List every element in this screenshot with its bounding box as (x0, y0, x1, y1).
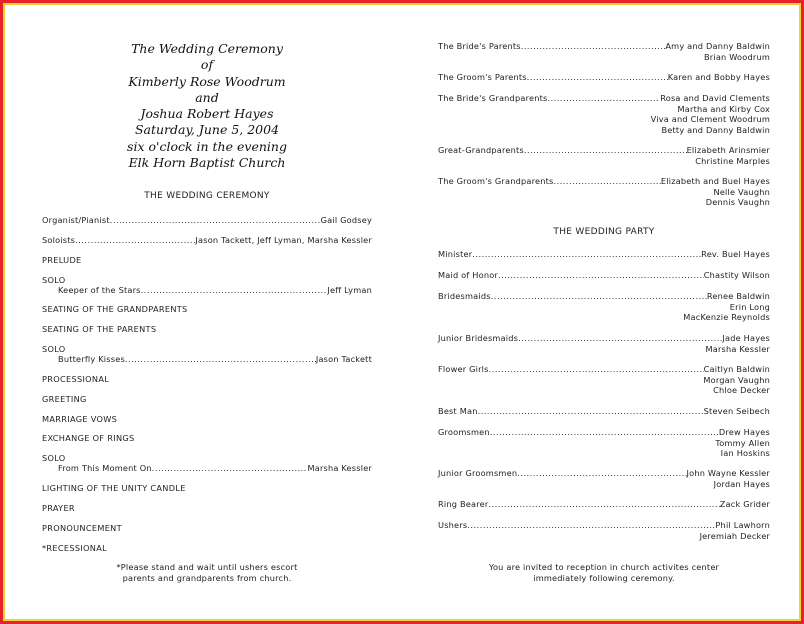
program-sheet (5, 5, 799, 619)
row-label: Bridesmaids (438, 291, 491, 301)
row-value: Phil Lawhorn (715, 520, 770, 530)
row-value: Karen and Bobby Hayes (667, 72, 770, 82)
leader-dots (547, 93, 660, 104)
song-title: Keeper of the Stars (58, 285, 141, 295)
row-value: John Wayne Kessler (686, 468, 770, 478)
row-continuation: Martha and Kirby Cox (677, 103, 770, 114)
row-continuation: Brian Woodrum (703, 51, 770, 62)
row-value: Rev. Buel Hayes (701, 249, 770, 259)
program-step-seating-parents: SEATING OF THE PARENTS (42, 324, 157, 334)
row-value: Elizabeth and Buel Hayes (660, 176, 770, 186)
leader-dots (518, 333, 722, 344)
leader-dots (141, 285, 328, 296)
title-line: and (195, 89, 219, 105)
program-step-unity-candle: LIGHTING OF THE UNITY CANDLE (42, 483, 186, 493)
program-row-soloists (42, 235, 372, 246)
program-step-solo: SOLO (42, 344, 66, 354)
note-line: You are invited to reception in church activites center (488, 562, 720, 572)
row-continuation: Ian Hoskins (720, 448, 770, 458)
leader-dots (521, 41, 666, 52)
program-row-solo-1 (42, 285, 372, 296)
party-row-maid-of-honor (438, 270, 770, 281)
family-row-great-grandparents (438, 145, 770, 166)
title-line: of (200, 57, 214, 73)
row-value: Caitlyn Baldwin (703, 364, 770, 374)
party-row-junior-bridesmaids (438, 333, 770, 354)
row-value: Amy and Danny Baldwin (665, 41, 770, 51)
reception-note (438, 562, 770, 583)
row-label: Organist/Pianist (42, 215, 110, 225)
row-label: Flower Girls (438, 364, 489, 374)
row-label: Ushers (438, 520, 468, 530)
leader-dots (527, 72, 668, 83)
row-value: Jeff Lyman (327, 285, 372, 295)
leader-dots (490, 427, 719, 438)
leader-dots (125, 354, 316, 365)
row-continuation: MacKenzie Reynolds (683, 312, 770, 322)
song-title: Butterfly Kisses (58, 354, 125, 364)
row-label: Maid of Honor (438, 270, 498, 280)
party-row-minister (438, 249, 770, 260)
row-label: Soloists (42, 235, 76, 245)
row-value: Drew Hayes (718, 427, 770, 437)
row-continuation: Jeremiah Decker (699, 530, 770, 541)
ceremony-heading: THE WEDDING CEREMONY (144, 191, 270, 201)
program-row-solo-2 (42, 354, 372, 365)
program-step-vows: MARRIAGE VOWS (42, 414, 118, 424)
program-row-solo-3 (42, 463, 372, 474)
party-row-ring-bearer (438, 499, 770, 510)
leader-dots (152, 463, 308, 474)
row-label: Ring Bearer (438, 499, 489, 509)
note-line: immediately following ceremony. (533, 572, 675, 583)
row-continuation: Tommy Allen (715, 437, 770, 448)
row-continuation: Chloe Decker (713, 385, 770, 395)
program-step-prelude: PRELUDE (42, 255, 82, 265)
row-value: Jason Tackett (315, 354, 372, 364)
row-continuation: Dennis Vaughn (705, 197, 770, 207)
family-row-grooms-grandparents (438, 176, 770, 208)
row-value: Steven Seibech (703, 406, 770, 416)
leader-dots (554, 176, 661, 187)
family-row-brides-grandparents (438, 93, 770, 135)
leader-dots (478, 406, 704, 417)
family-row-grooms-parents (438, 72, 770, 83)
row-continuation: Betty and Danny Baldwin (661, 124, 770, 135)
row-label: The Groom's Parents (438, 72, 527, 82)
row-label: The Bride's Grandparents (438, 93, 548, 103)
row-value: Jason Tackett, Jeff Lyman, Marsha Kessler (195, 235, 372, 245)
row-value: Renee Baldwin (706, 291, 770, 301)
program-step-solo: SOLO (42, 453, 66, 463)
row-value: Chastity Wilson (703, 270, 770, 280)
program-step-prayer: PRAYER (42, 503, 75, 513)
leader-dots (488, 499, 719, 510)
row-value: Rosa and David Clements (660, 93, 770, 103)
party-row-flower-girls (438, 364, 770, 396)
song-title: From This Moment On (58, 463, 152, 473)
row-continuation: Erin Long (729, 301, 770, 312)
leader-dots (517, 468, 686, 479)
wedding-venue: Elk Horn Baptist Church (128, 155, 286, 171)
family-row-brides-parents (438, 41, 770, 62)
program-row-organist (42, 215, 372, 226)
party-row-groomsmen (438, 427, 770, 459)
party-row-best-man (438, 406, 770, 417)
row-continuation: Viva and Clement Woodrum (650, 114, 770, 124)
program-step-rings: EXCHANGE OF RINGS (42, 433, 135, 443)
wedding-date: Saturday, June 5, 2004 (134, 122, 280, 138)
note-line: *Please stand and wait until ushers escort (116, 562, 298, 572)
title-block (42, 41, 372, 171)
leader-dots (110, 215, 321, 226)
row-value: Marsha Kessler (307, 463, 372, 473)
row-value: Gail Godsey (320, 215, 372, 225)
seating-note (42, 562, 372, 583)
note-line: parents and grandparents from church. (122, 572, 292, 583)
leader-dots (75, 235, 195, 246)
leader-dots (524, 145, 687, 156)
program-step-greeting: GREETING (42, 394, 87, 404)
row-label: Best Man (438, 406, 478, 416)
row-label: The Bride's Parents (438, 41, 521, 51)
program-step-recessional: *RECESSIONAL (42, 543, 107, 553)
row-value: Jade Hayes (722, 333, 770, 343)
row-label: The Groom's Grandparents (438, 176, 554, 186)
row-continuation: Christine Marples (695, 155, 770, 166)
wedding-time: six o'clock in the evening (127, 138, 287, 154)
groom-name: Joshua Robert Hayes (140, 106, 274, 122)
row-label: Great-Grandparents (438, 145, 524, 155)
party-row-junior-groomsmen (438, 468, 770, 489)
leader-dots (491, 291, 707, 302)
party-row-ushers (438, 520, 770, 541)
party-row-bridesmaids (438, 291, 770, 323)
title-line: The Wedding Ceremony (131, 41, 283, 56)
row-label: Junior Bridesmaids (438, 333, 519, 343)
program-step-processional: PROCESSIONAL (42, 374, 110, 384)
leader-dots (467, 520, 715, 531)
leader-dots (489, 364, 704, 375)
row-continuation: Marsha Kessler (705, 343, 770, 354)
row-continuation: Jordan Hayes (713, 478, 770, 489)
row-label: Groomsmen (438, 427, 490, 437)
row-continuation: Nelle Vaughn (713, 186, 770, 197)
program-step-pronouncement: PRONOUNCEMENT (42, 523, 122, 533)
program-step-seating-grandparents: SEATING OF THE GRANDPARENTS (42, 304, 188, 314)
row-value: Zack Grider (719, 499, 770, 509)
party-heading: THE WEDDING PARTY (553, 227, 655, 237)
row-value: Elizabeth Arinsmier (686, 145, 770, 155)
program-step-solo: SOLO (42, 275, 66, 285)
row-continuation: Morgan Vaughn (703, 374, 770, 385)
leader-dots (472, 249, 701, 260)
leader-dots (498, 270, 704, 281)
row-label: Junior Groomsmen (438, 468, 518, 478)
bride-name: Kimberly Rose Woodrum (128, 73, 286, 89)
row-label: Minister (438, 249, 473, 259)
